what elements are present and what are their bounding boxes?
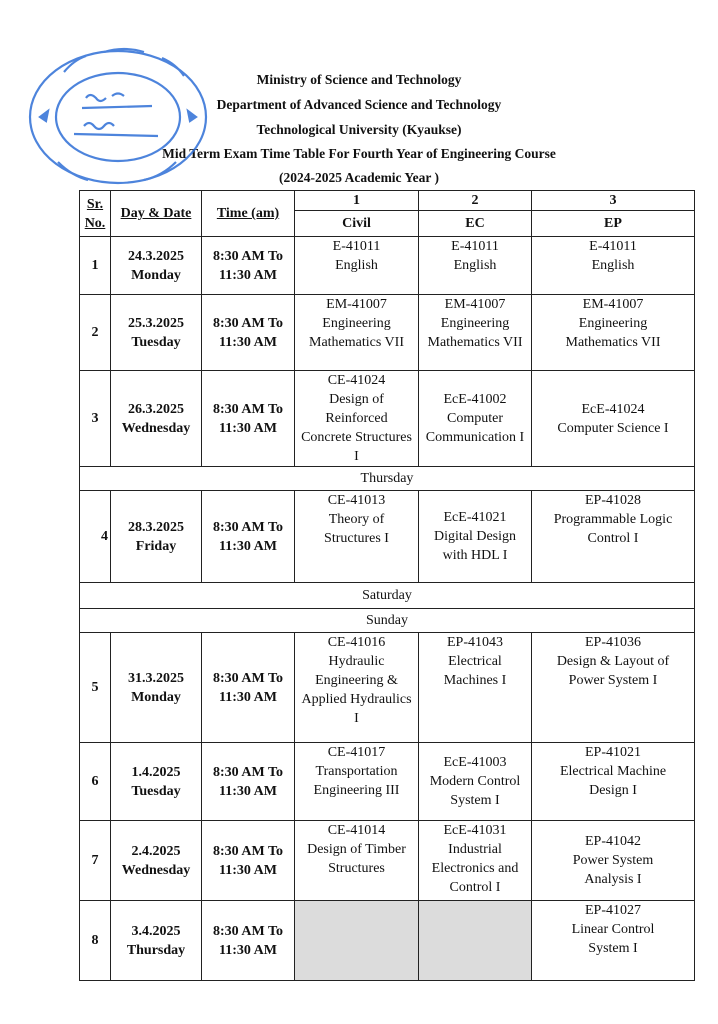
cell-line: Tuesday [131,334,181,350]
cell-line: Industrial [448,842,502,857]
cell-line: 8:30 AM To [212,843,283,859]
date-cell [111,371,202,467]
cell-line: Design of Timber [307,842,406,857]
cell-line: I [354,711,359,726]
cell-line: Analysis I [584,872,642,887]
sr-no-header: Sr. No. [80,191,111,237]
ep-subject-cell [532,237,695,295]
date-cell [111,901,202,981]
cell-line: Computer [447,411,503,426]
cell-line: EcE-41024 [581,401,645,417]
cell-line: Engineering [322,316,391,331]
time-header: Time (am) [202,191,295,237]
time-cell [202,901,295,981]
ep-subject-cell [532,821,695,901]
sr-no-cell: 8 [80,901,111,981]
cell-line: 8:30 AM To [212,670,283,686]
civil-subject-cell [295,633,419,743]
cell-line: 2.4.2025 [131,843,181,859]
ec-subject-cell [419,743,532,821]
cell-line: EM-41007 [444,297,506,312]
cell-line: CE-41016 [327,635,386,650]
cell-line: Control I [449,880,501,895]
academic-year: (2024-2025 Academic Year ) [278,170,440,185]
civil-subject-cell [295,743,419,821]
civil-subject-cell [295,491,419,583]
ec-header: EC [419,211,532,237]
exam-timetable [79,190,695,981]
cell-line: EM-41007 [326,297,387,312]
cell-line: Programmable Logic [553,512,673,527]
day-date-header: Day & Date [111,191,202,237]
table-row [80,743,695,821]
cell-line: 8:30 AM To [212,519,283,535]
cell-line: English [591,258,635,273]
ministry-title: Ministry of Science and Technology [256,72,462,87]
official-seal-stamp [24,42,212,192]
ec-subject-cell [419,633,532,743]
ep-subject-cell [532,901,695,981]
cell-line: 8:30 AM To [212,315,283,331]
cell-line: Monday [131,267,181,283]
cell-line: Computer Science I [557,420,669,436]
sr-no-cell: 6 [80,743,111,821]
cell-line: Mathematics VII [309,335,404,350]
holiday-saturday: Saturday [80,583,695,609]
cell-line: EP-41042 [585,834,641,849]
cell-line: Concrete Structures [301,430,412,445]
time-cell [202,633,295,743]
cell-line: Power System [572,853,654,868]
date-cell [111,743,202,821]
cell-line: System I [588,941,638,956]
cell-line: Structures I [324,531,389,546]
cell-line: Mathematics VII [427,335,523,350]
cell-line: E-41011 [451,239,499,254]
time-cell [202,743,295,821]
time-cell [202,491,295,583]
cell-line: with HDL I [442,548,508,563]
table-row [80,237,695,295]
cell-line: Structures [328,861,385,876]
col-num-1: 1 [295,191,419,211]
time-cell [202,237,295,295]
cell-line: I [354,449,359,464]
cell-line: CE-41013 [327,493,386,508]
cell-line: Monday [131,689,181,705]
holiday-thursday: Thursday [80,467,695,491]
ep-subject-cell [532,295,695,371]
cell-line: Hydraulic [328,654,385,669]
ec-subject-cell [419,901,532,981]
cell-line: 11:30 AM [219,334,277,350]
col-num-3: 3 [532,191,695,211]
sr-no-cell: 7 [80,821,111,901]
col-num-2: 2 [419,191,532,211]
cell-line: English [335,258,378,273]
holiday-sunday: Sunday [80,609,695,633]
date-cell [111,491,202,583]
cell-line: 25.3.2025 [128,315,184,331]
cell-line: Digital Design [433,529,517,544]
ec-subject-cell [419,821,532,901]
cell-line: Control I [587,531,639,546]
ep-subject-cell [532,371,695,467]
cell-line: E-41011 [589,239,637,254]
cell-line: 8:30 AM To [212,401,283,417]
cell-line: 11:30 AM [219,689,277,705]
civil-subject-cell [295,821,419,901]
date-cell [111,633,202,743]
exam-title: Mid Term Exam Time Table For Fourth Year of Engineering Course [162,146,556,161]
table-row [80,901,695,981]
cell-line: Engineering [440,316,510,331]
cell-line: 8:30 AM To [212,764,283,780]
cell-line: 28.3.2025 [128,519,184,535]
cell-line: Reinforced [325,411,388,426]
cell-line: Design I [589,783,637,798]
cell-line: Applied Hydraulics [301,692,412,707]
ep-subject-cell [532,491,695,583]
cell-line: EcE-41021 [443,510,507,525]
date-cell [111,295,202,371]
cell-line: EP-41021 [585,745,641,760]
cell-line: Engineering III [313,783,400,798]
table-row [80,491,695,583]
cell-line: Electrical Machine [559,764,667,779]
cell-line: Design of [329,392,384,407]
cell-line: E-41011 [332,239,381,254]
cell-line: Power System I [568,673,658,688]
ec-subject-cell [419,237,532,295]
cell-line: Theory of [328,512,385,527]
ec-subject-cell [419,295,532,371]
cell-line: EcE-41002 [443,392,507,407]
cell-line: Engineering & [315,673,398,688]
cell-line: Engineering [578,316,648,331]
cell-line: Thursday [126,942,186,958]
cell-line: 24.3.2025 [128,248,184,264]
cell-line: EcE-41003 [443,755,507,770]
ec-subject-cell [419,491,532,583]
sr-no-cell: 3 [80,371,111,467]
cell-line: 8:30 AM To [212,248,283,264]
cell-line: CE-41024 [327,373,386,388]
table-row [80,633,695,743]
ep-subject-cell [532,633,695,743]
cell-line: EP-41036 [585,635,641,650]
civil-subject-cell [295,901,419,981]
cell-line: English [453,258,497,273]
cell-line: EP-41028 [585,493,641,508]
cell-line: 11:30 AM [219,420,277,436]
ep-header: EP [532,211,695,237]
time-cell [202,295,295,371]
cell-line: EP-41027 [585,903,641,918]
cell-line: Electrical [448,654,502,669]
university-title: Technological University (Kyaukse) [256,122,462,137]
cell-line: Machines I [443,673,507,688]
cell-line: EP-41043 [447,635,503,650]
sr-no-cell: 4 [80,491,111,583]
sr-no-cell: 1 [80,237,111,295]
civil-subject-cell [295,237,419,295]
table-row [80,371,695,467]
sr-no-cell: 5 [80,633,111,743]
department-title: Department of Advanced Science and Technology [216,97,502,112]
cell-line: CE-41014 [327,823,386,838]
cell-line: 31.3.2025 [128,670,184,686]
cell-line: 11:30 AM [219,538,277,554]
civil-subject-cell [295,295,419,371]
sr-no-cell: 2 [80,295,111,371]
date-cell [111,237,202,295]
cell-line: 3.4.2025 [131,923,181,939]
ep-subject-cell [532,743,695,821]
date-cell [111,821,202,901]
cell-line: Transportation [315,764,398,779]
cell-line: Modern Control [429,774,521,789]
table-row [80,821,695,901]
time-cell [202,821,295,901]
table-row [80,295,695,371]
cell-line: Wednesday [121,420,191,436]
cell-line: Tuesday [131,783,181,799]
cell-line: 11:30 AM [219,267,277,283]
time-cell [202,371,295,467]
cell-line: System I [450,793,500,808]
cell-line: EM-41007 [582,297,644,312]
cell-line: Electronics and [431,861,519,876]
civil-header: Civil [295,211,419,237]
cell-line: 1.4.2025 [131,764,181,780]
civil-subject-cell [295,371,419,467]
cell-line: Design & Layout of [556,654,670,669]
cell-line: Friday [135,538,177,554]
cell-line: 11:30 AM [219,783,277,799]
cell-line: CE-41017 [327,745,386,760]
cell-line: 8:30 AM To [212,923,283,939]
cell-line: 26.3.2025 [128,401,184,417]
cell-line: EcE-41031 [443,823,507,838]
cell-line: 11:30 AM [219,862,277,878]
cell-line: Wednesday [121,862,191,878]
cell-line: Communication I [425,430,525,445]
cell-line: Linear Control [571,922,655,937]
cell-line: Mathematics VII [565,335,661,350]
cell-line: 11:30 AM [219,942,277,958]
ec-subject-cell [419,371,532,467]
